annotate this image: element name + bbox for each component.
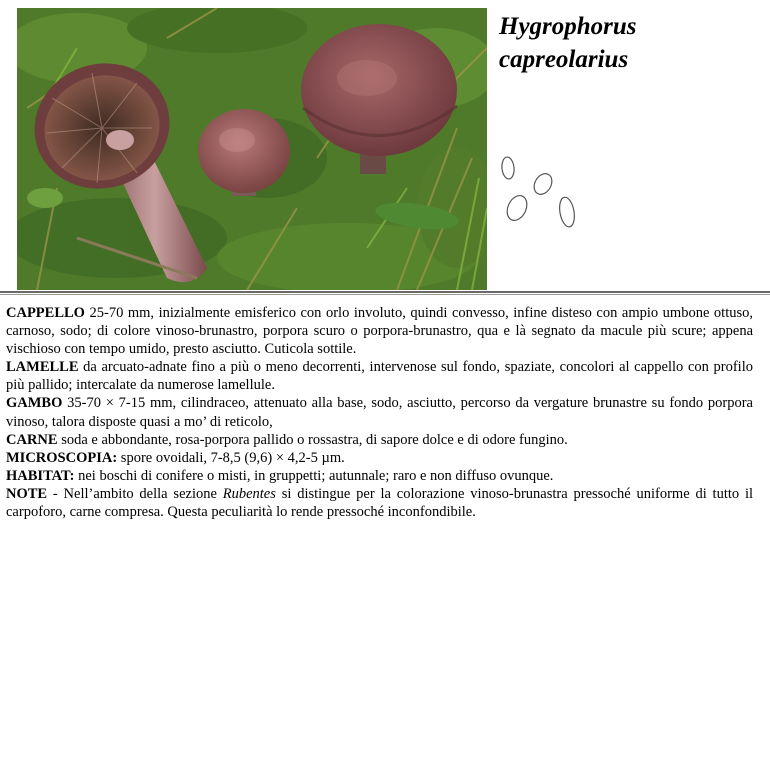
section-term: MICROSCOPIA: (6, 449, 118, 466)
section-term: HABITAT: (6, 467, 75, 484)
spore-outline (503, 192, 530, 223)
section-term: LAMELLE (6, 359, 79, 376)
note-italic-term: Rubentes (222, 485, 276, 502)
section-text: 35-70 × 7-15 mm, cilindraceo, attenuato alla base, sodo, asciutto, percorso da vergature brunastre su fondo porpora vinoso, talora disposte quasi a mo’ di reticolo, (6, 395, 753, 430)
section-gambo (6, 394, 753, 430)
section-carne (6, 431, 753, 449)
section-text: spore ovoidali, 7-8,5 (9,6) × 4,2-5 µm. (117, 449, 345, 466)
section-text: da arcuato-adnate fino a più o meno decorrenti, intervenose sul fondo, spaziate, concolori al cappello con profilo più pallido; intercalate da numerose lamellule. (6, 359, 753, 394)
section-note (6, 485, 753, 521)
spore-outline (501, 156, 515, 179)
section-term: NOTE (6, 485, 48, 502)
section-microscopia (6, 449, 753, 467)
spore-outline (531, 170, 556, 197)
section-cappello (6, 304, 753, 358)
epithet: capreolarius (499, 46, 629, 73)
species-title (499, 10, 637, 76)
spore-outline (558, 196, 577, 228)
note-text-before: - Nell’ambito della sezione (47, 485, 223, 502)
section-term: GAMBO (6, 395, 63, 412)
genus: Hygrophorus (499, 13, 637, 40)
divider-line (0, 294, 770, 295)
mushroom-photo (17, 8, 487, 290)
section-habitat (6, 467, 753, 485)
divider-line (0, 291, 770, 293)
section-term: CAPPELLO (6, 305, 85, 321)
note-text-after: si distingue per la colorazione vinoso-brunastra pressoché uniforme di tutto il carpoforo, carne compresa. Questa peculiarità lo rende pressoché inconfondibile. (6, 485, 753, 521)
section-text: nei boschi di conifere o misti, in gruppetti; autunnale; raro e non diffuso ovunque. (74, 467, 554, 484)
section-lamelle (6, 358, 753, 394)
section-text: soda e abbondante, rosa-porpora pallido o rossastra, di sapore dolce e di odore fungino. (57, 431, 568, 448)
section-term: CARNE (6, 431, 58, 448)
description (6, 304, 753, 521)
spore-drawing (496, 150, 586, 235)
leaf (27, 188, 63, 208)
section-text: 25-70 mm, inizialmente emisferico con orlo involuto, quindi convesso, infine disteso con ampio umbone ottuso, carnoso, sodo; di colore vinoso-brunastro, porpora scuro o porpora-brunastro, qua e là segnato da macule più scure; appena vischioso con tempo umido, presto asciutto. Cuticola sottile. (6, 305, 753, 358)
